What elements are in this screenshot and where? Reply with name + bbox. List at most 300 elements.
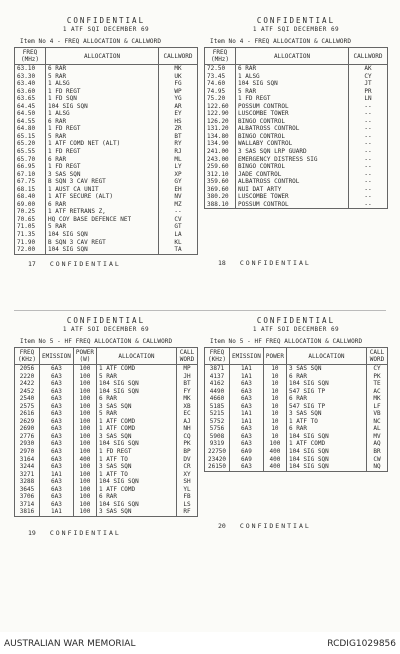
table-cell: 122.60 xyxy=(205,103,236,111)
table-row xyxy=(205,171,388,179)
table-cell: LY xyxy=(159,163,198,171)
table-cell: XY xyxy=(177,471,198,479)
table-cell: 100 xyxy=(73,440,96,448)
table-row xyxy=(15,73,198,81)
table-cell: VB xyxy=(367,410,388,418)
page-number: 17 xyxy=(28,259,36,268)
table-row xyxy=(205,201,388,209)
table-cell: 1 ATF SECURE (ALT) xyxy=(46,193,159,201)
table-cell: 312.10 xyxy=(205,171,236,179)
table-row xyxy=(15,231,198,239)
table-cell: 104 SIG SQN xyxy=(236,80,349,88)
table-cell: -- xyxy=(159,208,198,216)
table-row xyxy=(205,125,388,133)
table-cell: 400 xyxy=(263,448,286,456)
table-row xyxy=(15,65,198,73)
page-18 xyxy=(204,16,388,267)
table-cell: 68.15 xyxy=(15,186,46,194)
table-cell: 6A3 xyxy=(40,395,74,403)
table-cell: BINGO CONTROL xyxy=(236,163,349,171)
table-cell: 243.00 xyxy=(205,156,236,164)
table-row xyxy=(15,418,198,426)
freq-table xyxy=(14,47,198,255)
table-cell: 104 SIG SQN xyxy=(96,440,176,448)
col-callword: CALL WORD xyxy=(367,348,388,365)
col-callword: CALL WORD xyxy=(177,348,198,365)
table-cell: 3244 xyxy=(15,463,40,471)
table-cell: 6A3 xyxy=(230,395,264,403)
table-row xyxy=(15,239,198,247)
table-cell: 1 FD REGT xyxy=(236,95,349,103)
page-header xyxy=(204,16,388,34)
item-title: Item No 5 - HF FREQ ALLOCATION & CALLWORD xyxy=(20,338,173,345)
table-cell: 4137 xyxy=(205,373,230,381)
table-cell: 10 xyxy=(263,418,286,426)
table-cell: 6A3 xyxy=(40,410,74,418)
table-row xyxy=(15,163,198,171)
table-row xyxy=(15,471,198,479)
table-cell: 104 SIG SQN xyxy=(96,380,176,388)
table-cell: 134.90 xyxy=(205,140,236,148)
table-cell: 3714 xyxy=(15,501,40,509)
table-cell: 100 xyxy=(73,403,96,411)
table-cell: AJ xyxy=(177,418,198,426)
table-cell: 388.10 xyxy=(205,201,236,209)
table-row xyxy=(205,110,388,118)
table-cell: ZR xyxy=(159,125,198,133)
col-freq: FREQ (MHz) xyxy=(15,48,46,65)
table-cell: 100 xyxy=(263,440,286,448)
table-row xyxy=(205,193,388,201)
table-row xyxy=(205,103,388,111)
table-row xyxy=(15,156,198,164)
table-cell: 104 SIG SQN xyxy=(286,380,366,388)
table-cell: 6A3 xyxy=(40,403,74,411)
table-cell: PK xyxy=(177,440,198,448)
table-cell: 10 xyxy=(263,388,286,396)
table-cell: 1 AUST CA UNIT xyxy=(46,186,159,194)
table-cell: BR xyxy=(367,448,388,456)
table-cell: BINGO CONTROL xyxy=(236,133,349,141)
table-cell: 6 RAR xyxy=(286,425,366,433)
table-cell: UK xyxy=(159,73,198,81)
table-cell: 100 xyxy=(73,388,96,396)
table-cell: 6A3 xyxy=(230,433,264,441)
table-row xyxy=(15,125,198,133)
table-cell: EMERGENCY DISTRESS SIG xyxy=(236,156,349,164)
table-cell: 1 ATF COMD xyxy=(96,425,176,433)
table-row xyxy=(15,508,198,516)
table-row xyxy=(15,403,198,411)
table-cell: 10 xyxy=(263,373,286,381)
table-cell: 1A1 xyxy=(230,373,264,381)
table-cell: AC xyxy=(367,388,388,396)
table-cell: 3 SAS SQN xyxy=(96,403,176,411)
table-cell: -- xyxy=(349,118,388,126)
table-cell: GT xyxy=(159,223,198,231)
table-row xyxy=(15,456,198,464)
table-cell: 63.60 xyxy=(15,88,46,96)
classification-label: CONFIDENTIAL xyxy=(256,316,336,325)
table-cell: 100 xyxy=(73,410,96,418)
table-cell: 1A1 xyxy=(230,365,264,373)
table-cell: 104 SIG SQN xyxy=(286,433,366,441)
table-cell: -- xyxy=(349,125,388,133)
table-cell: 126.20 xyxy=(205,118,236,126)
table-row xyxy=(15,380,198,388)
table-cell: FB xyxy=(177,493,198,501)
table-cell: 5 RAR xyxy=(236,88,349,96)
table-row xyxy=(205,133,388,141)
col-allocation: ALLOCATION xyxy=(96,348,176,365)
table-cell: BP xyxy=(177,448,198,456)
table-cell: 67.10 xyxy=(15,171,46,179)
table-cell: 5908 xyxy=(205,433,230,441)
table-cell: 5 RAR xyxy=(96,410,176,418)
table-cell: 10 xyxy=(263,395,286,403)
table-row xyxy=(15,216,198,224)
table-cell: 100 xyxy=(73,418,96,426)
table-cell: NQ xyxy=(367,463,388,471)
table-cell: 100 xyxy=(73,493,96,501)
table-cell: JT xyxy=(349,80,388,88)
table-cell: 104 SIG SQN xyxy=(46,231,159,239)
table-row xyxy=(15,395,198,403)
table-cell: FY xyxy=(177,388,198,396)
table-body xyxy=(15,65,198,255)
table-cell: 64.50 xyxy=(15,110,46,118)
table-cell: -- xyxy=(349,156,388,164)
page-17 xyxy=(14,16,198,268)
table-cell: 2540 xyxy=(15,395,40,403)
table-cell: 100 xyxy=(73,380,96,388)
table-cell: WP xyxy=(159,88,198,96)
table-cell: 2452 xyxy=(15,388,40,396)
issue-line: 1 ATF SOI DECEMBER 69 xyxy=(62,326,150,333)
table-cell: 6 RAR xyxy=(96,493,176,501)
table-cell: 100 xyxy=(73,373,96,381)
table-cell: NUI DAT ARTY xyxy=(236,186,349,194)
table-cell: 1 ATF RETRANS Z, xyxy=(46,208,159,216)
table-cell: NV xyxy=(159,193,198,201)
col-freq: FREQ (KHz) xyxy=(15,348,40,365)
table-cell: HQ COY BASE DEFENCE NET xyxy=(46,216,159,224)
table-row xyxy=(15,433,198,441)
table-cell: 6A3 xyxy=(40,463,74,471)
table-row xyxy=(15,110,198,118)
table-cell: 1 ATF COMD xyxy=(96,365,176,373)
table-row xyxy=(205,463,388,471)
col-power: POWER (W) xyxy=(73,348,96,365)
table-cell: 74.60 xyxy=(205,80,236,88)
table-cell: 1 ATF COMD xyxy=(96,486,176,494)
table-cell: TA xyxy=(159,246,198,254)
table-cell: MK xyxy=(367,395,388,403)
table-body xyxy=(15,365,198,517)
page-divider xyxy=(14,310,386,311)
table-row xyxy=(205,88,388,96)
table-cell: RJ xyxy=(159,148,198,156)
table-cell: 10 xyxy=(263,403,286,411)
table-cell: 1 FD REGT xyxy=(46,125,159,133)
table-row xyxy=(205,418,388,426)
table-cell: 4660 xyxy=(205,395,230,403)
table-cell: 23420 xyxy=(205,456,230,464)
table-cell: 100 xyxy=(73,463,96,471)
issue-line: 1 ATF SQI DECEMBER 69 xyxy=(252,26,340,33)
table-cell: CQ xyxy=(177,433,198,441)
table-row xyxy=(205,456,388,464)
table-cell: 104 SIG SQN xyxy=(96,478,176,486)
table-cell: 100 xyxy=(73,486,96,494)
table-cell: CW xyxy=(367,456,388,464)
table-cell: YL xyxy=(177,486,198,494)
table-cell: 72.00 xyxy=(15,246,46,254)
page-number: 18 xyxy=(218,259,226,268)
table-cell: 9319 xyxy=(205,440,230,448)
table-row xyxy=(15,486,198,494)
table-cell: 71.35 xyxy=(15,231,46,239)
table-row xyxy=(15,95,198,103)
table-row xyxy=(205,433,388,441)
table-row xyxy=(15,171,198,179)
table-cell: 63.30 xyxy=(15,73,46,81)
table-cell: 104 SIG SQN xyxy=(46,103,159,111)
table-cell: LF xyxy=(367,403,388,411)
table-cell: CY xyxy=(367,365,388,373)
table-cell: 64.80 xyxy=(15,125,46,133)
table-row xyxy=(205,440,388,448)
table-cell: JH xyxy=(177,373,198,381)
table-cell: 6 RAR xyxy=(46,156,159,164)
table-cell: CR xyxy=(177,463,198,471)
table-cell: HS xyxy=(159,118,198,126)
col-emission: EMISSION xyxy=(230,348,264,365)
table-cell: 72.50 xyxy=(205,65,236,73)
table-cell: 259.60 xyxy=(205,163,236,171)
table-cell: 241.00 xyxy=(205,148,236,156)
table-cell: 1 FD REGT xyxy=(96,448,176,456)
table-cell: 26150 xyxy=(205,463,230,471)
table-cell: B SQN 3 CAV REGT xyxy=(46,239,159,247)
table-cell: 64.55 xyxy=(15,118,46,126)
table-cell: MK xyxy=(177,395,198,403)
table-cell: BT xyxy=(159,133,198,141)
col-allocation: ALLOCATION xyxy=(236,48,349,65)
table-cell: 65.20 xyxy=(15,140,46,148)
table-cell: 100 xyxy=(73,471,96,479)
table-cell: 6A3 xyxy=(40,388,74,396)
table-cell: NC xyxy=(367,418,388,426)
table-cell: 1 ALSG xyxy=(236,73,349,81)
classification-label: CONFIDENTIAL xyxy=(66,316,146,325)
table-cell: -- xyxy=(349,110,388,118)
page-header xyxy=(14,16,198,34)
table-cell: LN xyxy=(349,95,388,103)
table-row xyxy=(205,425,388,433)
table-cell: AK xyxy=(349,65,388,73)
table-row xyxy=(205,163,388,171)
table-cell: 1 ATF TO xyxy=(286,418,366,426)
table-cell: LUSCOMBE TOWER xyxy=(236,110,349,118)
table-cell: 100 xyxy=(73,478,96,486)
table-cell: 64.45 xyxy=(15,103,46,111)
table-row xyxy=(15,223,198,231)
table-row xyxy=(205,373,388,381)
classification-label: CONFIDENTIAL xyxy=(256,16,336,25)
table-cell: POSSUM CONTROL xyxy=(236,201,349,209)
table-cell: -- xyxy=(349,186,388,194)
table-cell: 369.60 xyxy=(205,186,236,194)
table-cell: 1 FD REGT xyxy=(46,148,159,156)
table-cell: 400 xyxy=(73,456,96,464)
table-row xyxy=(205,148,388,156)
table-cell: 6A3 xyxy=(40,433,74,441)
table-cell: XB xyxy=(177,403,198,411)
table-cell: 63.65 xyxy=(15,95,46,103)
table-cell: 359.60 xyxy=(205,178,236,186)
table-cell: AQ xyxy=(367,440,388,448)
table-cell: 100 xyxy=(73,433,96,441)
table-row xyxy=(205,410,388,418)
table-cell: 10 xyxy=(263,425,286,433)
table-cell: 71.05 xyxy=(15,223,46,231)
classification-footer: CONFIDENTIAL xyxy=(49,259,121,268)
col-allocation: ALLOCATION xyxy=(286,348,366,365)
table-cell: 6A3 xyxy=(230,425,264,433)
table-cell: 6 RAR xyxy=(286,395,366,403)
table-cell: 1 ATF TO xyxy=(96,471,176,479)
table-header-row xyxy=(205,348,388,365)
table-row xyxy=(15,425,198,433)
table-cell: 1A1 xyxy=(40,471,74,479)
table-cell: 6A3 xyxy=(230,463,264,471)
table-cell: 2776 xyxy=(15,433,40,441)
col-callword: CALLWORD xyxy=(349,48,388,65)
table-row xyxy=(205,388,388,396)
table-row xyxy=(205,380,388,388)
table-cell: 100 xyxy=(73,395,96,403)
table-cell: 100 xyxy=(73,365,96,373)
table-cell: WALLABY CONTROL xyxy=(236,140,349,148)
table-cell: 3816 xyxy=(15,508,40,516)
table-cell: 100 xyxy=(73,501,96,509)
table-cell: LUSCOMBE TOWER xyxy=(236,193,349,201)
col-callword: CALLWORD xyxy=(159,48,198,65)
table-row xyxy=(205,395,388,403)
table-cell: 6A9 xyxy=(230,448,264,456)
table-cell: MK xyxy=(159,65,198,73)
table-cell: 3706 xyxy=(15,493,40,501)
table-cell: JADE CONTROL xyxy=(236,171,349,179)
table-cell: -- xyxy=(349,163,388,171)
table-row xyxy=(205,65,388,73)
table-cell: 70.65 xyxy=(15,216,46,224)
table-cell: 10 xyxy=(263,365,286,373)
table-row xyxy=(205,95,388,103)
table-row xyxy=(15,208,198,216)
table-cell: 68.40 xyxy=(15,193,46,201)
classification-footer: CONFIDENTIAL xyxy=(239,259,311,268)
table-cell: 5752 xyxy=(205,418,230,426)
table-cell: 70.25 xyxy=(15,208,46,216)
table-row xyxy=(205,118,388,126)
table-cell: 3 SAS SQN xyxy=(96,463,176,471)
issue-line: 1 ATF SQI DECEMBER 69 xyxy=(62,26,150,33)
table-cell: B SQN 3 CAV REGT xyxy=(46,178,159,186)
page-footer xyxy=(28,260,198,268)
table-cell: 10 xyxy=(263,380,286,388)
table-cell: 2690 xyxy=(15,425,40,433)
table-cell: -- xyxy=(349,140,388,148)
table-cell: 1 FD REGT xyxy=(46,88,159,96)
table-cell: 5 RAR xyxy=(46,73,159,81)
table-cell: 1 FD REGT xyxy=(46,163,159,171)
table-cell: 6 RAR xyxy=(46,118,159,126)
freq-table xyxy=(204,47,388,209)
page-20 xyxy=(204,316,388,530)
table-cell: 104 SIG SQN xyxy=(96,388,176,396)
table-cell: 6 RAR xyxy=(286,373,366,381)
table-cell: 1 ALSG xyxy=(46,80,159,88)
table-row xyxy=(15,493,198,501)
table-cell: 104 SIG SQN xyxy=(286,463,366,471)
table-cell: 5756 xyxy=(205,425,230,433)
table-cell: MP xyxy=(177,365,198,373)
table-cell: 2422 xyxy=(15,380,40,388)
table-cell: 104 SIG SQN xyxy=(286,448,366,456)
table-cell: 134.80 xyxy=(205,133,236,141)
table-header-row xyxy=(205,48,388,65)
table-cell: 5185 xyxy=(205,403,230,411)
table-cell: 6A3 xyxy=(40,373,74,381)
table-cell: MV xyxy=(367,433,388,441)
table-cell: 547 SIG TP xyxy=(286,388,366,396)
table-row xyxy=(15,80,198,88)
table-row xyxy=(15,440,198,448)
table-cell: 69.00 xyxy=(15,201,46,209)
table-cell: RF xyxy=(177,508,198,516)
table-cell: 63.10 xyxy=(15,65,46,73)
table-row xyxy=(15,201,198,209)
table-cell: YG xyxy=(159,95,198,103)
table-header-row xyxy=(15,348,198,365)
table-cell: 5215 xyxy=(205,410,230,418)
table-cell: FG xyxy=(159,80,198,88)
table-row xyxy=(15,388,198,396)
table-cell: 2220 xyxy=(15,373,40,381)
table-cell: -- xyxy=(349,148,388,156)
item-title: Item No 4 - FREQ ALLOCATION & CALLWORD xyxy=(20,38,162,45)
table-row xyxy=(15,365,198,373)
table-cell: 100 xyxy=(73,448,96,456)
table-cell: 1 FD SQN xyxy=(46,95,159,103)
table-cell: 6A3 xyxy=(40,418,74,426)
table-cell: 6A3 xyxy=(40,440,74,448)
table-cell: CV xyxy=(159,216,198,224)
table-cell: 6A3 xyxy=(40,380,74,388)
table-cell: 5 RAR xyxy=(46,223,159,231)
table-cell: 65.70 xyxy=(15,156,46,164)
table-cell: 3871 xyxy=(205,365,230,373)
table-row xyxy=(205,186,388,194)
table-cell: ALBATROSS CONTROL xyxy=(236,178,349,186)
table-cell: MZ xyxy=(159,201,198,209)
table-cell: 4490 xyxy=(205,388,230,396)
table-cell: 104 SIG SQN xyxy=(96,501,176,509)
table-row xyxy=(15,88,198,96)
table-cell: -- xyxy=(349,193,388,201)
